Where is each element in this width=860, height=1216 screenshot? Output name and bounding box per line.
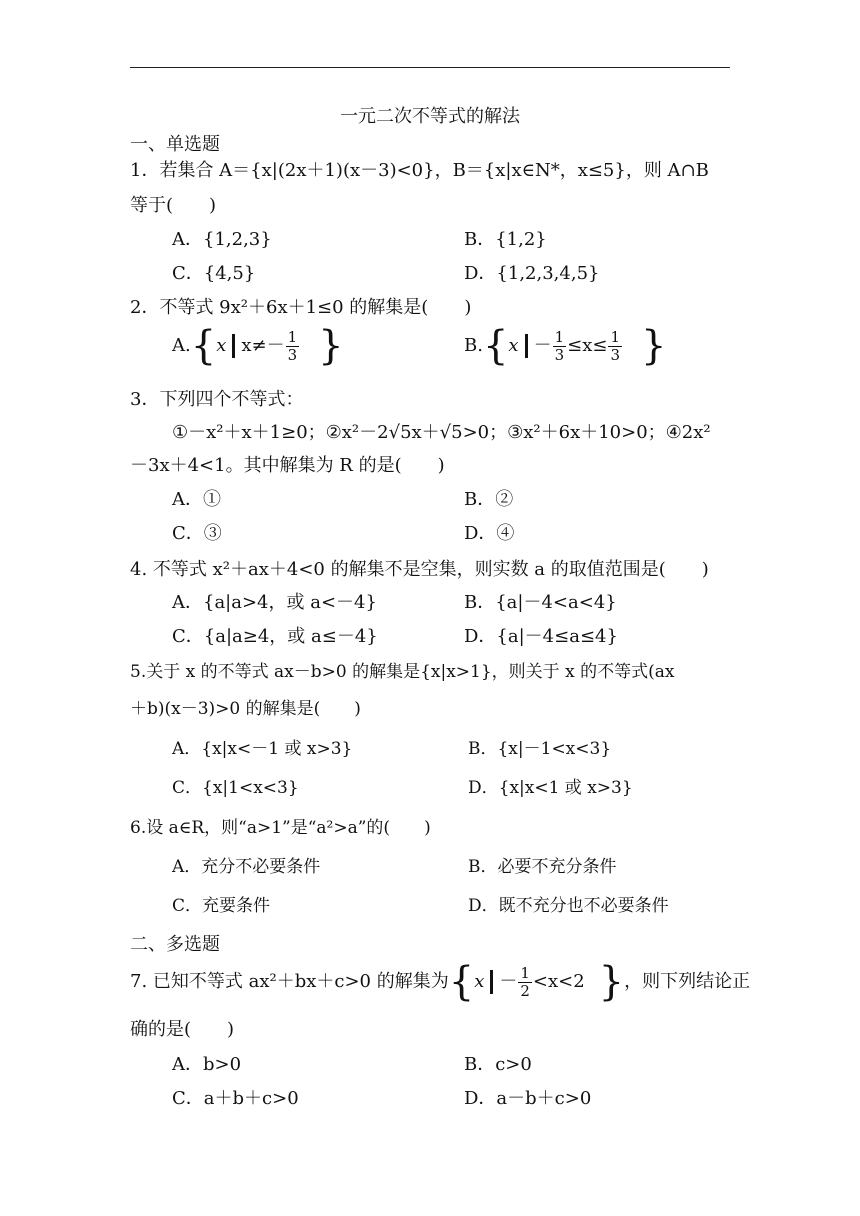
q7-option-d: D．a－b＋c>0	[464, 1088, 592, 1109]
q1-option-b: B．{1,2}	[464, 229, 547, 250]
q2-b-label: B.	[464, 335, 483, 356]
left-brace-icon: {	[482, 323, 509, 369]
q4-option-b: B．{a|－4<a<4}	[464, 592, 617, 613]
left-brace-icon: {	[190, 323, 217, 369]
q7-stem-line2: 确的是( )	[130, 1019, 235, 1040]
q6-option-c: C．充要条件	[172, 896, 271, 916]
q1-stem-line1: 1．若集合 A＝{x|(2x＋1)(x－3)<0}，B＝{x|x∈N*，x≤5}，则 A∩B	[130, 160, 709, 181]
set-bar-icon	[490, 970, 493, 994]
q7-option-b: B．c>0	[464, 1054, 532, 1075]
q2-a-fraction: $\frac{1}{3}$	[287, 327, 298, 364]
q7-stem	[130, 959, 751, 1005]
set-bar-icon	[525, 334, 528, 358]
q7-stem-pre: 7. 已知不等式 ax²＋bx＋c>0 的解集为	[130, 971, 449, 992]
q7-set-var: x	[474, 971, 485, 992]
q3-stem-line3: －3x＋4<1。其中解集为 R 的是( )	[130, 455, 445, 476]
q2-b-mid: ≤x≤	[567, 335, 608, 356]
q7-option-a: A．b>0	[172, 1054, 242, 1075]
q5-option-b: B．{x|－1<x<3}	[468, 739, 612, 759]
left-brace-icon: {	[448, 959, 475, 1005]
q5-stem-line2: ＋b)(x－3)>0 的解集是( )	[130, 699, 361, 719]
q7-set-cond: <x<2	[532, 971, 585, 992]
q3-stem: 3．下列四个不等式：	[130, 389, 304, 410]
q1-option-c: C．{4,5}	[172, 263, 256, 284]
q5-option-c: C．{x|1<x<3}	[172, 778, 299, 798]
q3-option-d: D．④	[464, 523, 515, 544]
q2-b-var: x	[508, 335, 519, 356]
q2-option-b	[464, 323, 667, 369]
q4-option-c: C．{a|a≥4，或 a≤－4}	[172, 626, 378, 647]
header-rule	[130, 67, 730, 68]
q5-option-a: A．{x|x<－1 或 x>3}	[172, 739, 353, 759]
q2-a-var: x	[216, 335, 227, 356]
q7-set-minus: －	[499, 971, 518, 992]
right-brace-icon: }	[640, 323, 667, 369]
q1-option-d: D．{1,2,3,4,5}	[464, 263, 600, 284]
right-brace-icon: }	[318, 323, 344, 369]
q2-b-minus: －	[533, 335, 552, 356]
q5-stem-line1: 5.关于 x 的不等式 ax－b>0 的解集是{x|x>1}，则关于 x 的不等式(ax	[130, 662, 675, 682]
q1-option-a: A．{1,2,3}	[172, 229, 272, 250]
right-brace-icon: }	[598, 959, 625, 1005]
q3-option-c: C．③	[172, 523, 222, 544]
q6-option-a: A．充分不必要条件	[172, 857, 321, 877]
q2-a-cond: x≠－	[241, 335, 285, 356]
section-multiple-choice: 二、多选题	[130, 934, 220, 955]
set-bar-icon	[232, 334, 235, 358]
page-title: 一元二次不等式的解法	[340, 106, 520, 127]
q7-stem-post: ，则下列结论正	[624, 971, 751, 992]
q2-b-fraction-1: $\frac{1}{3}$	[554, 327, 565, 364]
q6-option-d: D．既不充分也不必要条件	[468, 896, 669, 916]
q3-stem-line2: ①－x²＋x＋1≥0；②x²－2√5x＋√5>0；③x²＋6x＋10>0；④2x²	[172, 422, 711, 443]
q6-stem: 6.设 a∈R，则“a>1”是“a²>a”的( )	[130, 818, 431, 838]
section-single-choice: 一、单选题	[130, 134, 220, 155]
q7-option-c: C．a＋b＋c>0	[172, 1088, 299, 1109]
q4-stem: 4. 不等式 x²＋ax＋4<0 的解集不是空集，则实数 a 的取值范围是( )	[130, 559, 709, 580]
q3-option-b: B．②	[464, 489, 514, 510]
q2-stem: 2．不等式 9x²＋6x＋1≤0 的解集是( )	[130, 297, 472, 318]
q7-set-fraction: $\frac{1}{2}$	[520, 963, 530, 1000]
q2-b-fraction-2: $\frac{1}{3}$	[610, 327, 620, 364]
q5-option-d: D．{x|x<1 或 x>3}	[468, 778, 633, 798]
q3-option-a: A．①	[172, 489, 221, 510]
q4-option-a: A．{a|a>4，或 a<－4}	[172, 592, 377, 613]
q2-option-a	[172, 323, 344, 369]
q4-option-d: D．{a|－4≤a≤4}	[464, 626, 618, 647]
q1-stem-line2: 等于( )	[130, 195, 217, 216]
q6-option-b: B．必要不充分条件	[468, 857, 617, 877]
q2-a-label: A.	[172, 335, 191, 356]
